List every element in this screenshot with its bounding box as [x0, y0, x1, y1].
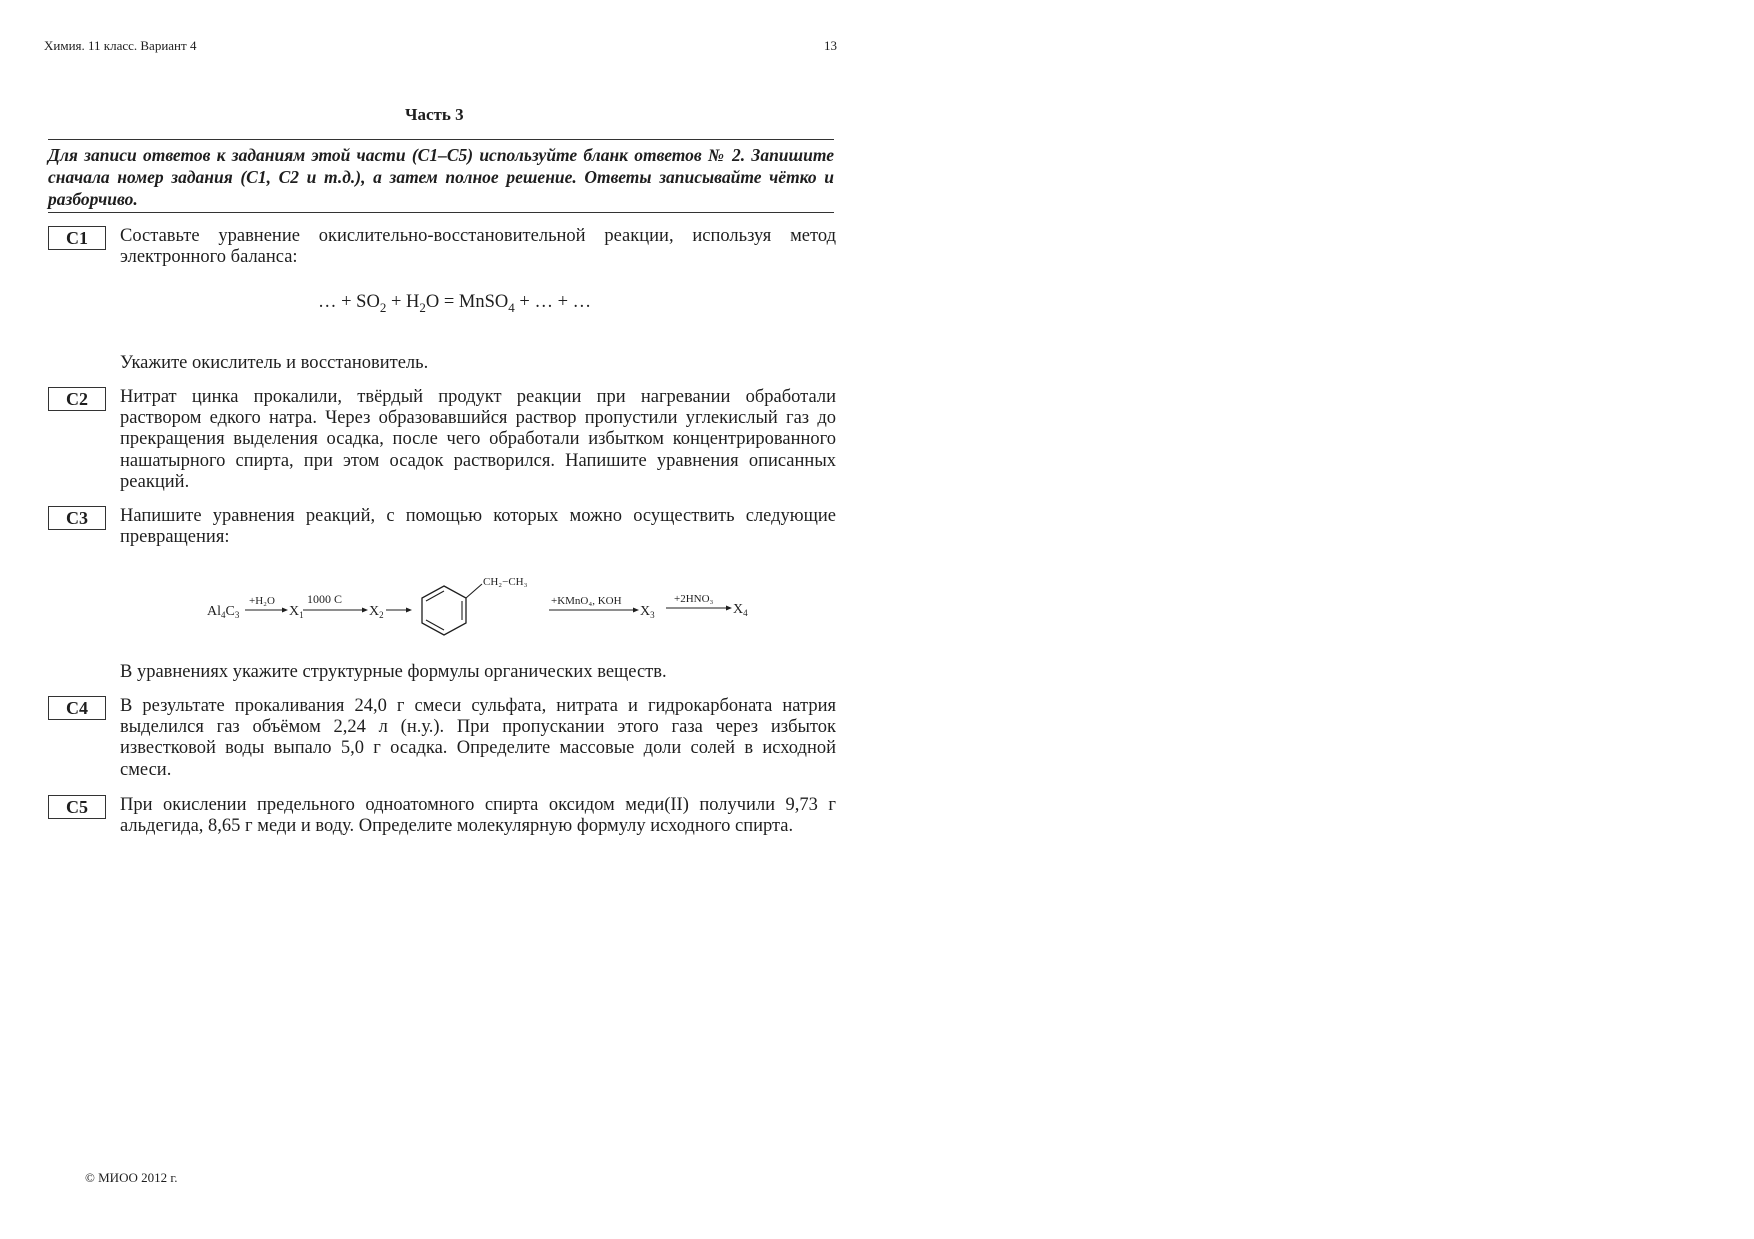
task-text-c3: Напишите уравнения реакций, с помощью которых можно осуществить следующие превращения:	[120, 506, 836, 548]
arrow1-label: +H₂O	[249, 595, 275, 607]
task-label-c2: С2	[48, 387, 106, 411]
header-subject: Химия. 11 класс. Вариант 4	[44, 38, 197, 53]
arrow3-head	[633, 608, 639, 613]
arrow2-head	[362, 608, 368, 613]
ethyl-group: CH₂−CH₃	[483, 576, 528, 588]
x3-label: $X_3$	[640, 604, 655, 620]
transformation-scheme	[200, 568, 760, 642]
arrow-to-ring-head	[406, 608, 412, 613]
task-after-c3: В уравнениях укажите структурные формулы органических веществ.	[120, 662, 667, 682]
benzene-double-bond-1	[426, 591, 444, 601]
page-number: 13	[824, 38, 837, 53]
benzene-double-bond-3	[426, 620, 444, 630]
al4c3-formula: $Al_4C_3$	[207, 604, 240, 620]
task-label-c1: С1	[48, 226, 106, 250]
instructions: Для записи ответов к заданиям этой части (С1–С5) используйте бланк ответов № 2. Запишите сначала номер задания (С1, С2 и т.д.), а затем полное решение. Ответы записывайте чётко и разборчиво.	[48, 145, 834, 209]
copyright-footer: © МИОО 2012 г.	[85, 1170, 178, 1185]
bottom-rule	[48, 212, 834, 213]
arrow4-head	[726, 606, 732, 611]
part-title: Часть 3	[405, 105, 464, 124]
arrow3-label: +KMnO₄, KOH	[551, 595, 622, 607]
x2-label: $X_2$	[369, 604, 384, 620]
task-label-c4: С4	[48, 696, 106, 720]
benzene-ring	[422, 586, 466, 635]
top-rule	[48, 139, 834, 140]
x1-label: $X_1$	[289, 604, 304, 620]
x4-label: $X_4$	[733, 602, 748, 618]
task-after-c1: Укажите окислитель и восстановитель.	[120, 353, 429, 373]
task-text-c5: При окислении предельного одноатомного спирта оксидом меди(II) получили 9,73 г альдегида, 8,65 г меди и воду. Определите молекулярную формулу исходного спирта.	[120, 795, 836, 837]
arrow1-head	[282, 608, 288, 613]
redox-equation: … + $SO_2 + H_2O$ = MnSO$_4$ + … + …	[318, 292, 592, 315]
task-label-c3: С3	[48, 506, 106, 530]
arrow4-label: +2HNO₃	[674, 593, 714, 605]
task-label-c5: С5	[48, 795, 106, 819]
ethyl-bond	[466, 584, 482, 598]
task-text-c2: Нитрат цинка прокалили, твёрдый продукт реакции при нагревании обработали раствором едкого натра. Через образовавшийся раствор пропустили углекислый газ до прекращения выделения осадка, после чего обработали избытком концентрированного нашатырного спирта, при этом осадок растворился. Напишите уравнения описанных реакций.	[120, 387, 836, 492]
task-text-c1: Составьте уравнение окислительно-восстановительной реакции, используя метод электронного баланса:	[120, 226, 836, 268]
arrow2-label: 1000 C	[307, 592, 343, 606]
task-text-c4: В результате прокаливания 24,0 г смеси сульфата, нитрата и гидрокарбоната натрия выделился газ объёмом 2,24 л (н.у.). При пропускании этого газа через избыток известковой воды выпало 5,0 г осадка. Определите массовые доли солей в исходной смеси.	[120, 696, 836, 780]
